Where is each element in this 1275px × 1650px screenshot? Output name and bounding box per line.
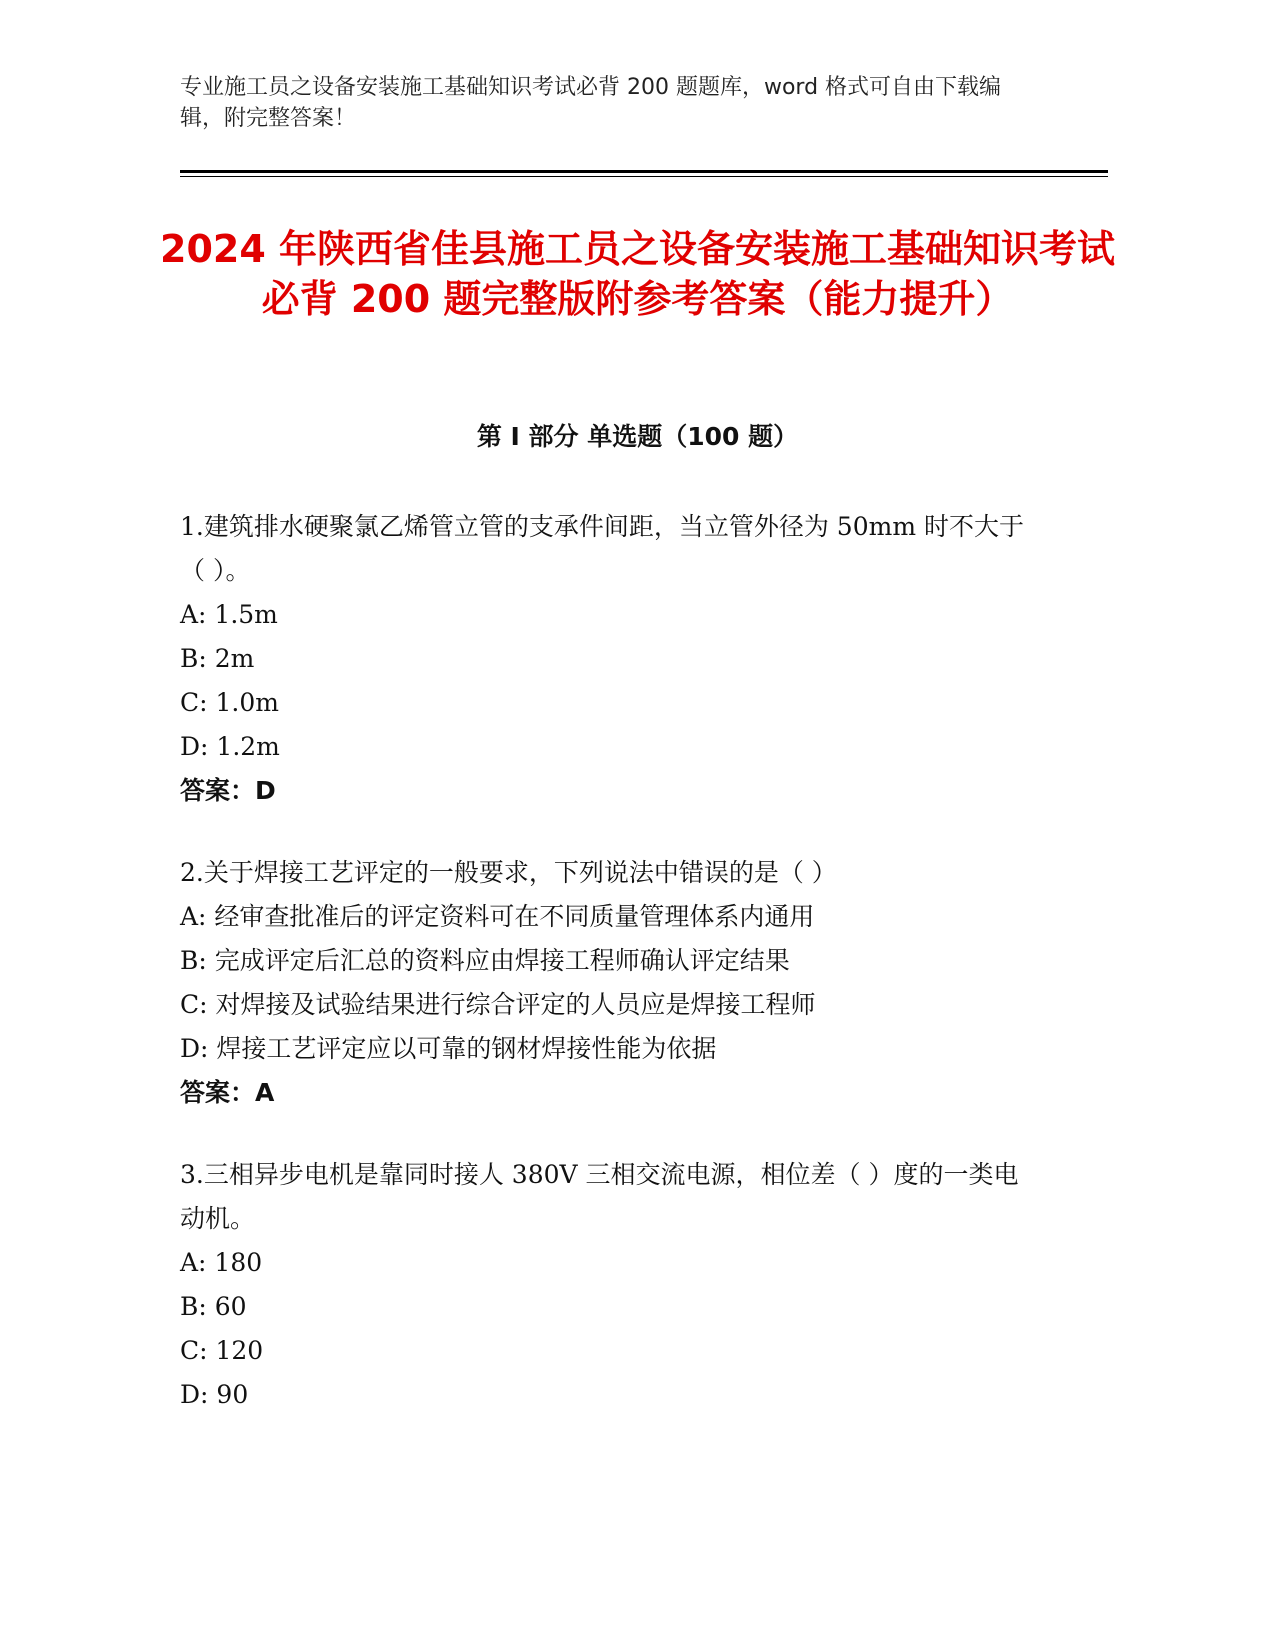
option-c: C: 对焊接及试验结果进行综合评定的人员应是焊接工程师 bbox=[180, 990, 816, 1019]
option-d: D: 1.2m bbox=[180, 732, 280, 761]
question-stem: 1.建筑排水硬聚氯乙烯管立管的支承件间距，当立管外径为 50mm 时不大于（ ）。 bbox=[180, 512, 1024, 585]
option-a: A: 180 bbox=[180, 1248, 263, 1277]
option-c: C: 1.0m bbox=[180, 688, 279, 717]
option-b: B: 完成评定后汇总的资料应由焊接工程师确认评定结果 bbox=[180, 946, 790, 975]
option-a: A: 1.5m bbox=[180, 600, 278, 629]
option-d: D: 焊接工艺评定应以可靠的钢材焊接性能为依据 bbox=[180, 1034, 717, 1063]
question-stem: 2.关于焊接工艺评定的一般要求，下列说法中错误的是（ ） bbox=[180, 858, 837, 887]
header-note: 专业施工员之设备安装施工基础知识考试必背 200 题题库，word 格式可自由下载编辑，附完整答案！ bbox=[180, 75, 1002, 131]
option-d: D: 90 bbox=[180, 1380, 249, 1409]
option-b: B: 2m bbox=[180, 644, 255, 673]
header-rule-thick bbox=[180, 170, 1108, 173]
question-stem: 3.三相异步电机是靠同时接人 380V 三相交流电源，相位差（ ）度的一类电动机。 bbox=[180, 1160, 1019, 1233]
option-b: B: 60 bbox=[180, 1292, 247, 1321]
answer-line: 答案：D bbox=[180, 776, 276, 805]
section-title: 第 I 部分 单选题（100 题） bbox=[476, 422, 799, 451]
question-3 bbox=[180, 1153, 1040, 1417]
document-title: 2024 年陕西省佳县施工员之设备安装施工基础知识考试必背 200 题完整版附参考答案（能力提升） bbox=[160, 227, 1115, 321]
header-rule-thin bbox=[180, 176, 1108, 177]
question-2 bbox=[180, 851, 1040, 1115]
answer-line: 答案：A bbox=[180, 1078, 275, 1107]
option-c: C: 120 bbox=[180, 1336, 264, 1365]
question-list bbox=[180, 505, 1040, 1455]
option-a: A: 经审查批准后的评定资料可在不同质量管理体系内通用 bbox=[180, 902, 815, 931]
question-1 bbox=[180, 505, 1040, 813]
